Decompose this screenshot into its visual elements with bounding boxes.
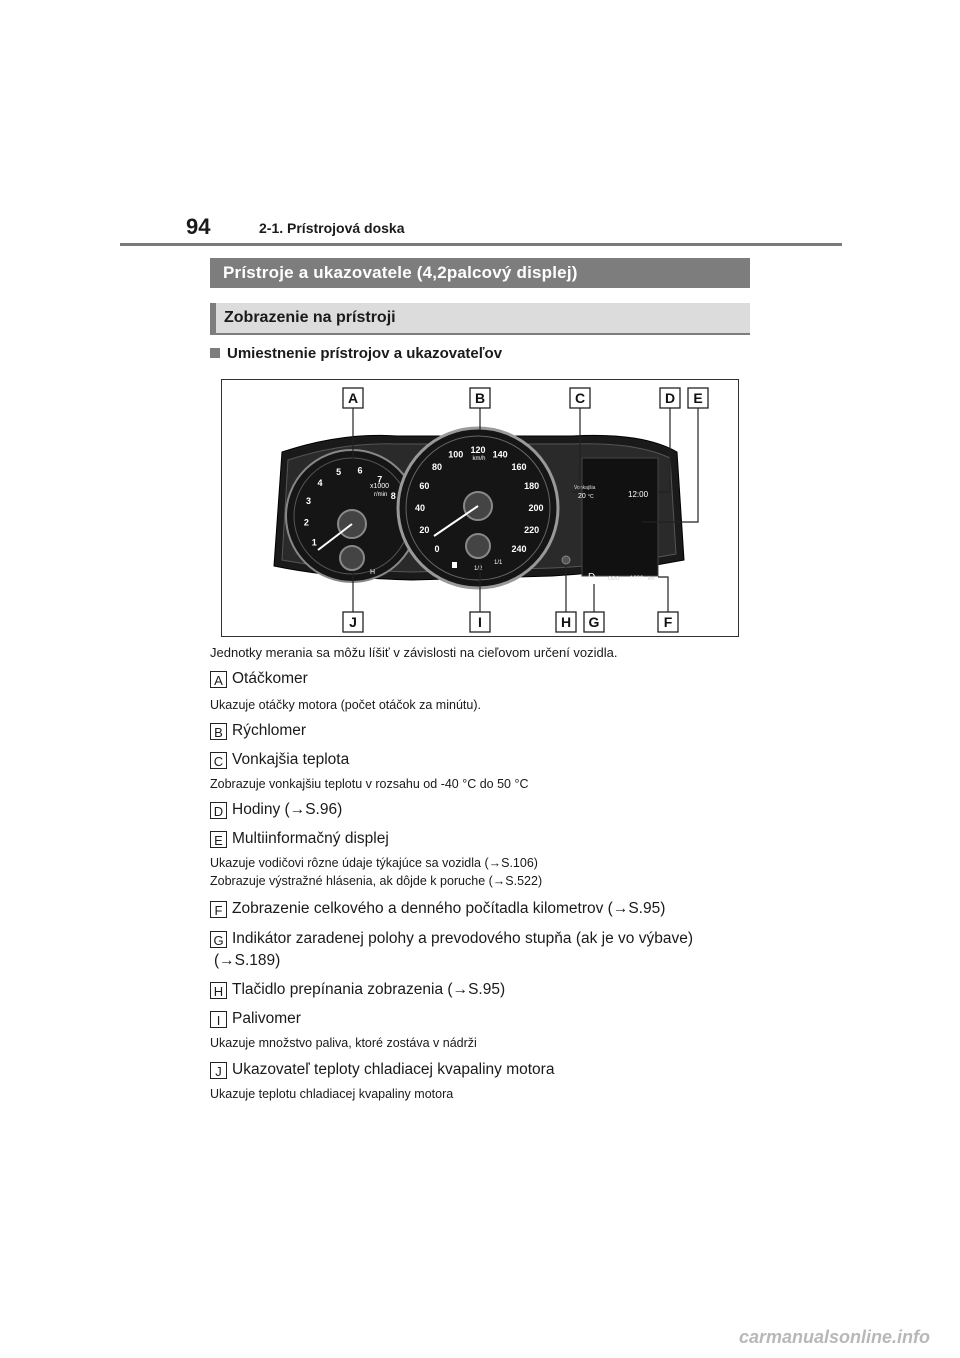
- instrument-cluster-figure: [221, 379, 739, 637]
- letter-box: I: [210, 1011, 227, 1028]
- legend-item: [210, 928, 693, 972]
- tach-unit-top: x1000: [370, 483, 390, 490]
- letter-box: F: [210, 901, 227, 918]
- cluster-illustration: [222, 380, 738, 636]
- legend-item: [210, 979, 505, 1001]
- speed-tick-label: 20: [419, 525, 430, 536]
- callout-letter: B: [474, 390, 486, 406]
- callout-letter: G: [588, 614, 600, 630]
- letter-box: J: [210, 1062, 227, 1079]
- display-odo-label: ODO: [608, 576, 620, 582]
- legend-item: [210, 1008, 301, 1030]
- square-bullet-icon: [210, 348, 220, 358]
- legend-item: [210, 1059, 554, 1081]
- tach-tick-label: 7: [377, 474, 383, 485]
- speed-tick-label: 140: [492, 449, 508, 460]
- speed-tick-label: 240: [511, 544, 527, 554]
- legend-label: Palivomer: [232, 1010, 301, 1027]
- fuel-gauge-hub: [466, 534, 490, 558]
- legend-label: Indikátor zaradenej polohy a prevodového stupňa (ak je vo výbave): [232, 930, 693, 947]
- legend-label: Multiinformačný displej: [232, 830, 389, 847]
- fuel-full: 1/1: [494, 560, 503, 566]
- letter-box: H: [210, 982, 227, 999]
- speed-tick-label: 100: [448, 449, 464, 460]
- callout-letter: I: [478, 614, 482, 630]
- letter-box: G: [210, 931, 227, 948]
- legend-item: [210, 799, 342, 821]
- legend-label: Ukazovateľ teploty chladiacej kvapaliny motora: [232, 1061, 555, 1078]
- legend-label-cont: (→S.189): [214, 952, 281, 969]
- callout-letter: H: [560, 614, 572, 630]
- display-odo-value: 1000: [630, 576, 644, 582]
- speed-tick-label: 200: [528, 503, 544, 513]
- subtitle: Zobrazenie na prístroji: [210, 303, 750, 335]
- fuel-half: 1/2: [474, 566, 483, 572]
- speed-tick-label: 0: [434, 544, 440, 554]
- letter-box: B: [210, 723, 227, 740]
- speed-tick-label: 160: [511, 462, 527, 472]
- tach-tick-label: 6: [357, 465, 363, 476]
- tach-unit-bottom: r/min: [374, 492, 388, 498]
- tach-tick-label: 4: [317, 477, 323, 488]
- tach-tick-label: 3: [305, 496, 312, 506]
- speed-tick-label: 80: [431, 462, 443, 472]
- legend-item: [210, 749, 349, 771]
- speed-tick-label: 180: [524, 480, 540, 491]
- display-odo-unit: km: [648, 576, 655, 582]
- speed-tick-label: 220: [524, 525, 540, 536]
- speed-tick-label: 120: [470, 445, 486, 455]
- legend-label: Zobrazenie celkového a denného počítadla kilometrov (→S.95): [232, 900, 666, 917]
- legend-description: Ukazuje teplotu chladiacej kvapaliny motora: [210, 1087, 454, 1101]
- callout-letter: E: [693, 390, 703, 406]
- tach-tick-label: 5: [336, 467, 342, 477]
- callout-letter: D: [664, 390, 676, 406]
- watermark: carmanualsonline.info: [738, 1327, 930, 1347]
- legend-description: Ukazuje vodičovi rôzne údaje týkajúce sa vozidla (→S.106): [210, 856, 538, 870]
- display-clock: 12:00: [628, 490, 649, 499]
- subheading-text: Umiestnenie prístrojov a ukazovateľov: [227, 345, 503, 362]
- tach-tick-label: 8: [390, 490, 396, 501]
- legend-item: [210, 828, 389, 850]
- display-outside-unit: °C: [588, 494, 594, 500]
- letter-box: A: [210, 671, 227, 688]
- letter-box: D: [210, 802, 227, 819]
- speed-tick-label: 40: [414, 503, 426, 513]
- display-outside-label: Vonkajšia: [574, 485, 596, 491]
- legend-description: Zobrazuje vonkajšiu teplotu v rozsahu od -40 °C do 50 °C: [210, 777, 529, 791]
- legend-label: Otáčkomer: [232, 670, 308, 687]
- callout-letter: C: [574, 390, 586, 406]
- speed-unit: km/h: [472, 456, 486, 462]
- section-title: 2-1. Prístrojová doska: [259, 220, 405, 236]
- legend-label: Tlačidlo prepínania zobrazenia (→S.95): [232, 981, 506, 998]
- legend-item: [210, 720, 306, 742]
- letter-box: C: [210, 752, 227, 769]
- multi-info-display: [582, 458, 658, 576]
- display-outside-temp: 20: [578, 493, 586, 500]
- legend-item: [210, 668, 308, 690]
- speed-tick-label: 60: [419, 480, 430, 491]
- subheading: [210, 345, 502, 362]
- header-rule: [120, 243, 842, 246]
- callout-letter: A: [347, 390, 359, 406]
- legend-description: Ukazuje množstvo paliva, ktoré zostáva v nádrži: [210, 1036, 477, 1050]
- display-button: [562, 556, 570, 564]
- page-number: 94: [186, 214, 211, 239]
- legend-label: Hodiny (→S.96): [232, 801, 343, 818]
- temp-gauge-hub: [340, 546, 364, 570]
- page-title: Prístroje a ukazovatele (4,2palcový displej): [210, 258, 750, 288]
- legend-label: Rýchlomer: [232, 722, 307, 739]
- legend-item: [210, 898, 665, 920]
- units-note: Jednotky merania sa môžu líšiť v závislosti na cieľovom určení vozidla.: [210, 645, 618, 660]
- callout-letter: J: [349, 614, 357, 630]
- display-gear: D: [588, 572, 596, 583]
- tach-tick-label: 2: [303, 517, 309, 528]
- callout-letter: F: [663, 614, 673, 630]
- legend-description: Zobrazuje výstražné hlásenia, ak dôjde k poruche (→S.522): [210, 874, 543, 888]
- fuel-pump-icon: [452, 562, 457, 568]
- legend-description: Ukazuje otáčky motora (počet otáčok za minútu).: [210, 698, 481, 712]
- temp-mark-h: H: [370, 569, 376, 576]
- tach-tick-label: 1: [311, 537, 317, 548]
- letter-box: E: [210, 831, 227, 848]
- legend-label: Vonkajšia teplota: [232, 751, 350, 768]
